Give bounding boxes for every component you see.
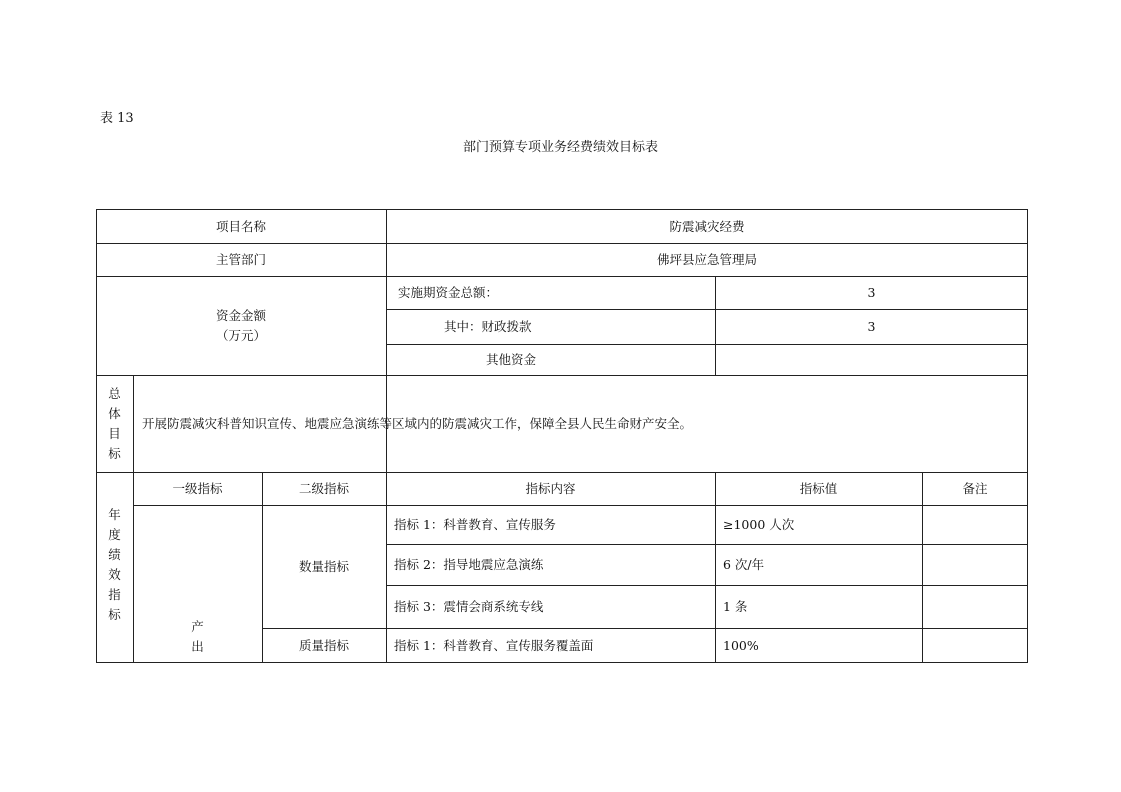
header-content: 指标内容: [525, 481, 576, 496]
overall-goal-char: 体: [108, 405, 121, 421]
indicator-note: [922, 628, 1028, 663]
annual-indicators-char: 绩: [108, 547, 121, 562]
project-name-value: 防震减灾经费: [669, 218, 745, 234]
indicator-note: [922, 585, 1028, 628]
indicator-value: 6 次/年: [723, 557, 765, 572]
fiscal-funds-label: 其中：财政拨款: [444, 319, 532, 334]
indicator-note: [922, 505, 1028, 544]
annual-indicators-char: 效: [108, 567, 121, 582]
fiscal-funds-value: 3: [867, 319, 876, 334]
indicator-note: [922, 544, 1028, 585]
header-level1: 一级指标: [172, 481, 223, 496]
overall-goal-label: [96, 375, 133, 472]
indicator-content: 指标 3：震情会商系统专线: [394, 599, 544, 614]
other-funds-value: [715, 344, 1028, 375]
overall-goal-char: 目: [108, 425, 121, 441]
table-number: 表 13: [100, 111, 134, 126]
indicator-value: ≥1000 人次: [723, 517, 795, 532]
overall-goal-char: 标: [108, 445, 121, 461]
indicator-content: 指标 1：科普教育、宣传服务: [394, 517, 556, 532]
output-label: [133, 612, 262, 662]
total-funds-value: 3: [867, 285, 876, 300]
other-funds-label: 其他资金: [486, 352, 537, 367]
overall-goal-char: 总: [108, 385, 121, 401]
funds-label-line1: 资金金额: [215, 307, 266, 323]
total-funds-label: 实施期资金总额：: [398, 285, 499, 300]
overall-goal-text: 开展防震减灾科普知识宣传、地震应急演练等区域内的防震减灾工作，保障全县人民生命财产安全。: [142, 416, 693, 431]
annual-indicators-char: 度: [108, 527, 121, 542]
indicator-content: 指标 2：指导地震应急演练: [394, 557, 544, 572]
department-label: 主管部门: [215, 252, 266, 267]
annual-indicators-char: 标: [108, 607, 121, 622]
output-char: 产: [191, 619, 204, 634]
output-char: 出: [191, 639, 204, 654]
indicator-value: 100%: [723, 638, 759, 653]
header-level2: 二级指标: [298, 481, 349, 496]
funds-label-line2: （万元）: [215, 327, 266, 343]
indicator-content: 指标 1：科普教育、宣传服务覆盖面: [394, 638, 594, 653]
indicator-value: 1 条: [723, 599, 748, 614]
annual-indicators-label: [96, 497, 133, 633]
project-name-label: 项目名称: [215, 218, 266, 234]
header-note: 备注: [962, 481, 988, 496]
header-value: 指标值: [799, 481, 838, 496]
document-title: 部门预算专项业务经费绩效目标表: [462, 140, 658, 155]
funds-label: [96, 276, 386, 375]
annual-indicators-char: 年: [108, 507, 121, 522]
department-value: 佛坪县应急管理局: [656, 252, 757, 267]
quantity-indicator-label: 数量指标: [298, 559, 349, 574]
quality-indicator-label: 质量指标: [298, 638, 349, 653]
annual-indicators-char: 指: [108, 587, 121, 602]
